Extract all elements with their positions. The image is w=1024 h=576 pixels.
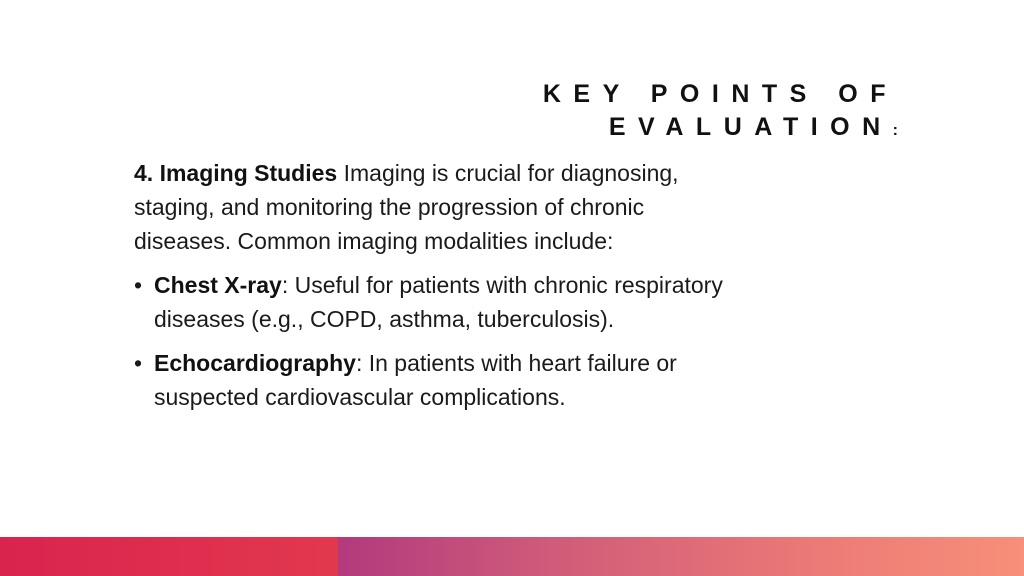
slide-title: [478, 78, 898, 147]
bullet-marker: •: [134, 272, 143, 298]
bullet-list: [134, 268, 734, 414]
bullet-item-chest-xray: [134, 268, 734, 336]
slide-body: [134, 156, 734, 424]
title-line-2: [478, 111, 898, 147]
title-line-2-text: EVALUATION: [608, 113, 893, 141]
bullet-item-echocardiography: [134, 346, 734, 414]
title-colon: :: [892, 122, 898, 139]
section-heading: 4. Imaging Studies: [134, 160, 338, 186]
bullet-term: Chest X-ray: [154, 272, 282, 298]
footer-bar-right: [338, 537, 1024, 576]
bullet-text: : In patients with heart failure or suspected cardiovascular complications.: [154, 350, 677, 410]
bullet-term: Echocardiography: [154, 350, 356, 376]
title-line-1: KEY POINTS OF: [542, 80, 898, 108]
intro-text: Imaging is crucial for diagnosing, staging, and monitoring the progression of chronic diseases. Common imaging modalities include:: [134, 160, 679, 254]
bullet-text: : Useful for patients with chronic respiratory diseases (e.g., COPD, asthma, tuberculosis).: [154, 272, 723, 332]
footer-bar-left: [0, 537, 338, 576]
bullet-marker: •: [134, 350, 143, 376]
intro-paragraph: [134, 156, 734, 258]
footer-accent-bar: [0, 537, 1024, 576]
